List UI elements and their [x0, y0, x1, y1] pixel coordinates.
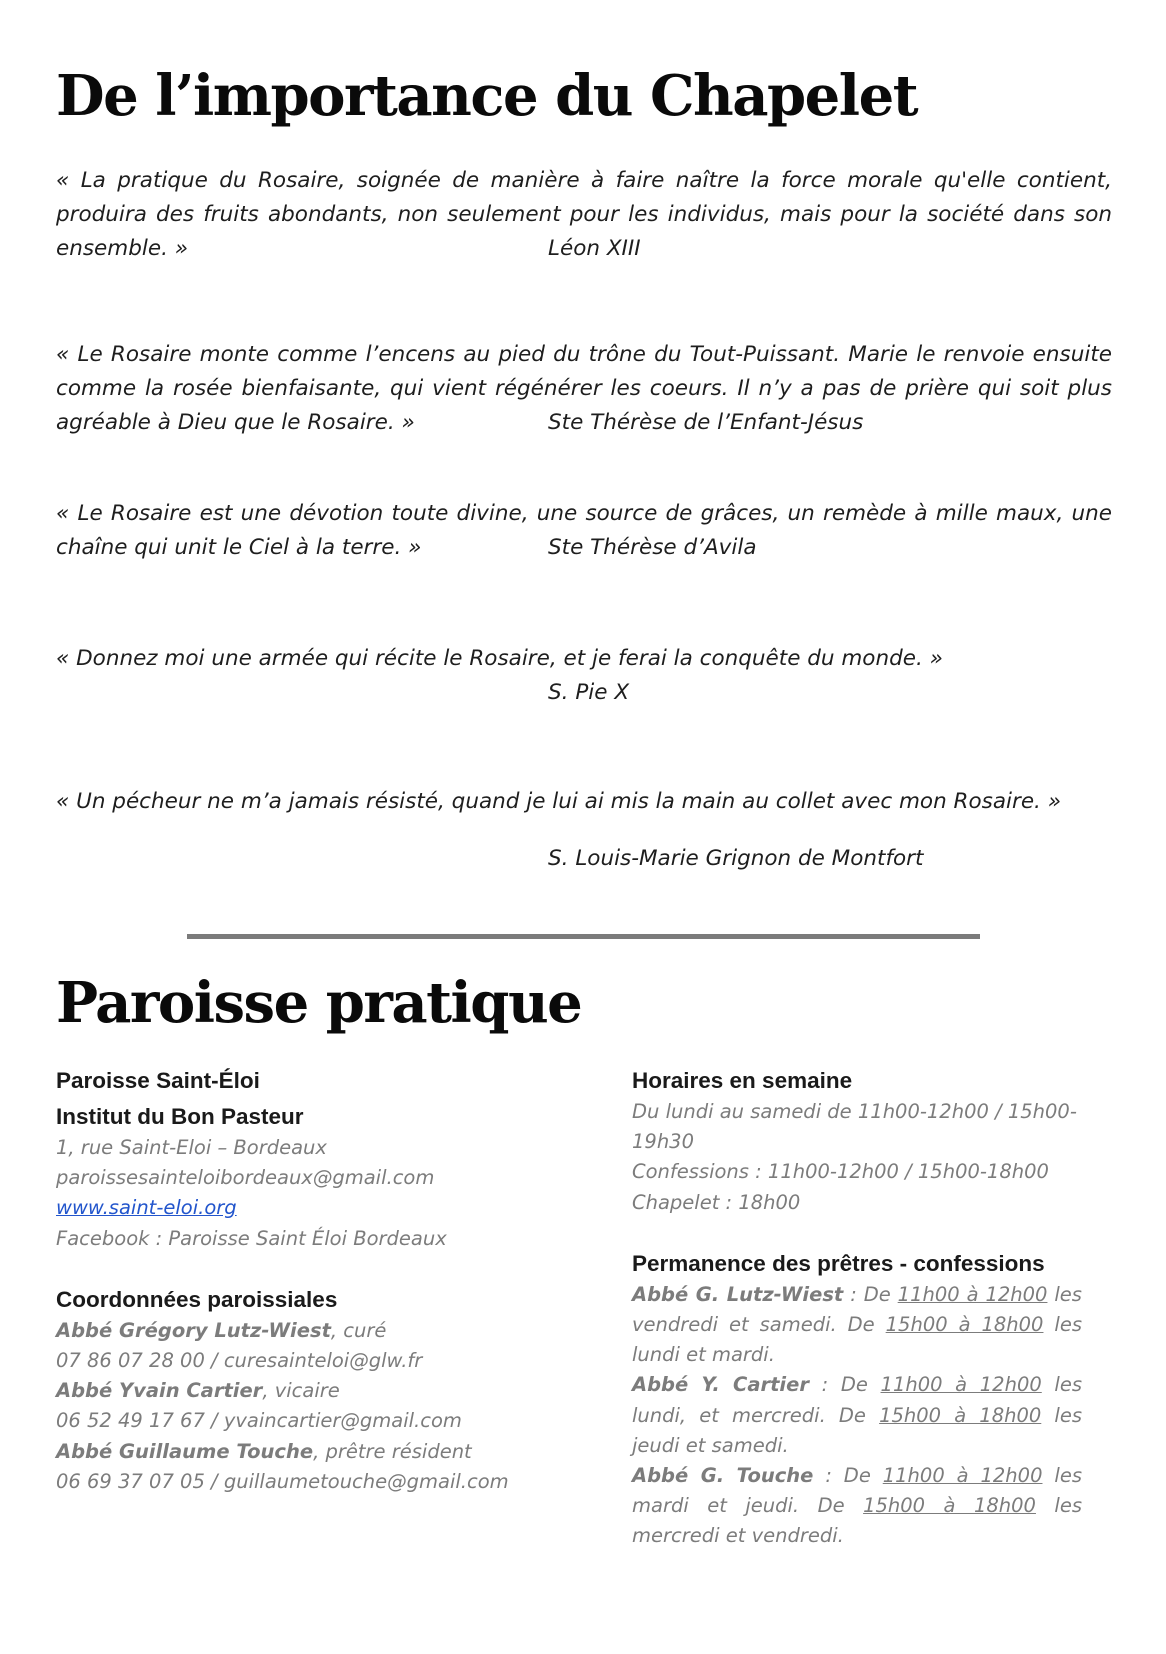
contact-name: Abbé Grégory Lutz-Wiest [56, 1318, 331, 1342]
permanence-text: les vendredi et samedi. De [632, 1282, 1082, 1337]
time-slot: 15h00 à 18h00 [863, 1494, 1036, 1518]
time-slot: 15h00 à 18h00 [879, 1403, 1042, 1427]
parish-facebook[interactable]: Facebook : Paroisse Saint Éloi Bordeaux [56, 1226, 447, 1250]
contact-details: 06 52 49 17 67 / yvaincartier@gmail.com [56, 1409, 462, 1433]
quote-pie-x: « Donnez moi une armée qui récite le Rosaire, et je ferai la conquête du monde. » [56, 646, 943, 671]
permanence-text: : De [813, 1464, 883, 1488]
time-slot: 11h00 à 12h00 [897, 1282, 1048, 1306]
permanence-touche [632, 1461, 1082, 1552]
contact-details: 07 86 07 28 00 / curesainteloi@glw.fr [56, 1349, 423, 1373]
parish-email[interactable]: paroissesainteloibordeaux@gmail.com [56, 1166, 435, 1190]
contact-name: Abbé Guillaume Touche [56, 1439, 314, 1463]
institute-name: Institut du Bon Pasteur [56, 1104, 304, 1129]
schedule-column [632, 1065, 1082, 1552]
permanence-text: les mardi et jeudi. De [632, 1464, 1082, 1518]
quote-author-pie-x: S. Pie X [548, 680, 630, 705]
quote-author-montfort: S. Louis-Marie Grignon de Montfort [548, 846, 924, 871]
priest-name: Abbé Y. Cartier [632, 1373, 809, 1397]
weekday-hours: Du lundi au samedi de 11h00-12h00 / 15h00-19h30 [632, 1100, 1077, 1154]
section-title-paroisse: Paroisse pratique [56, 970, 582, 1036]
quote-author-therese-enfant-jesus: Ste Thérèse de l’Enfant-Jésus [548, 410, 864, 435]
section-divider [187, 934, 980, 939]
parish-website-link[interactable]: www.saint-eloi.org [56, 1196, 237, 1220]
time-slot: 11h00 à 12h00 [880, 1373, 1042, 1397]
contact-role: , prêtre résident [313, 1439, 472, 1463]
weekday-hours-title: Horaires en semaine [632, 1068, 853, 1093]
permanence-title: Permanence des prêtres - confessions [632, 1250, 1045, 1276]
parish-address: 1, rue Saint-Eloi – Bordeaux [56, 1136, 327, 1159]
permanence-text: : De [808, 1373, 881, 1397]
permanence-text: les lundi et mardi. [632, 1313, 1082, 1367]
quote-therese-enfant-jesus: « Le Rosaire monte comme l’encens au pied du trône du Tout-Puissant. Marie le renvoie ensuite comme la rosée bienfaisante, qui vient régénérer les coeurs. Il n’y a pas de prière qui soit plus agréable à Dieu que le Rosaire. » [56, 342, 1112, 435]
quote-author-leon-xiii: Léon XIII [548, 236, 641, 261]
quote-therese-avila: « Le Rosaire est une dévotion toute divine, une source de grâces, un remède à mille maux, une chaîne qui unit le Ciel à la terre. » [56, 501, 1112, 560]
parish-name: Paroisse Saint-Éloi [56, 1068, 260, 1093]
quote-author-therese-avila: Ste Thérèse d’Avila [548, 535, 757, 560]
parish-info-column [56, 1065, 556, 1497]
permanence-text: les lundi, et mercredi. De [632, 1373, 1082, 1427]
time-slot: 11h00 à 12h00 [882, 1464, 1043, 1488]
priest-name: Abbé G. Lutz-Wiest [632, 1282, 844, 1306]
confessions-hours: Confessions : 11h00-12h00 / 15h00-18h00 [632, 1160, 1049, 1184]
permanence-text: les jeudi et samedi. [632, 1403, 1082, 1457]
contact-role: , curé [330, 1318, 387, 1342]
time-slot: 15h00 à 18h00 [885, 1313, 1044, 1337]
permanence-cartier [632, 1370, 1082, 1461]
contact-details: 06 69 37 07 05 / guillaumetouche@gmail.com [56, 1469, 509, 1493]
contact-lutz-wiest [56, 1316, 556, 1346]
chapelet-hours: Chapelet : 18h00 [632, 1190, 801, 1214]
contact-role: , vicaire [262, 1379, 340, 1403]
permanence-text: : De [843, 1282, 898, 1306]
permanence-text: les mercredi et vendredi. [632, 1494, 1082, 1548]
priest-name: Abbé G. Touche [632, 1464, 814, 1488]
quote-montfort: « Un pécheur ne m’a jamais résisté, quand je lui ai mis la main au collet avec mon Rosaire. » [56, 789, 1061, 814]
permanence-lutz-wiest [632, 1280, 1082, 1371]
quote-leon-xiii: « La pratique du Rosaire, soignée de manière à faire naître la force morale qu'elle contient, produira des fruits abondants, non seulement pour les individus, mais pour la société dans son ensemble. » [56, 168, 1112, 261]
contact-name: Abbé Yvain Cartier [56, 1379, 263, 1403]
contact-touche [56, 1437, 556, 1467]
contact-cartier [56, 1376, 556, 1406]
contacts-title: Coordonnées paroissiales [56, 1286, 338, 1312]
section-title-chapelet: De l’importance du Chapelet [56, 63, 918, 129]
